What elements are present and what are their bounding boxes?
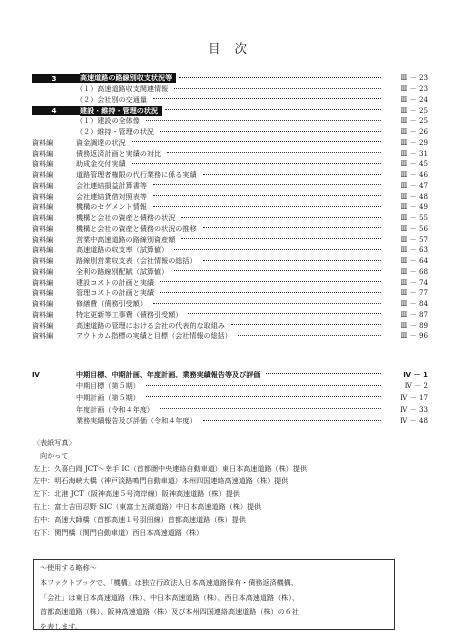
toc-page-ref: Ⅲ － 24 — [400, 94, 428, 104]
toc-row[interactable] — [32, 404, 428, 416]
note-line: 首都高速道路（株）、阪神高速道路（株）及び本州四国連絡高速道路（株）の６社 — [40, 607, 299, 617]
leader-dots — [174, 270, 381, 271]
photos-sub: 向かって — [40, 450, 69, 460]
toc-lead: 資料編 — [32, 234, 54, 244]
toc-page-ref: Ⅲ － 26 — [400, 127, 428, 137]
toc-label: 会社連結損益計算書等 — [76, 180, 147, 190]
photo-credit-line: 左中：明石海峡大橋（神戸淡路鳴門自動車道）本州四国連絡高速道路（株）提供 — [33, 476, 289, 486]
toc-label: 道路管理者権限の代行業務に係る実績 — [76, 170, 197, 180]
toc-row[interactable] — [32, 170, 428, 181]
leader-dots — [153, 195, 381, 196]
photo-credit-line: 左下：北港 JCT（阪神高速５号湾岸線）阪神高速道路（株）提供 — [33, 489, 240, 499]
toc-lead: 資料編 — [32, 137, 54, 147]
toc-lead: 資料編 — [32, 191, 54, 201]
toc-row[interactable] — [32, 224, 428, 235]
leader-dots — [203, 260, 381, 261]
toc-label: 修繕費（債務引受額） — [76, 299, 147, 309]
photo-credit-line: 右下：関門橋（関門自動車道）西日本高速道路（株） — [33, 527, 204, 537]
leader-dots — [160, 281, 381, 282]
leader-dots — [146, 385, 381, 386]
toc-page-ref: Ⅲ － 23 — [400, 73, 428, 83]
toc-lead: 資料編 — [32, 170, 54, 180]
toc-row[interactable] — [32, 181, 428, 192]
toc-row[interactable] — [32, 288, 428, 299]
toc-label: 特定更新等工事費（債務引受額） — [76, 309, 183, 319]
leader-dots — [146, 396, 381, 397]
toc-page-ref: Ⅲ － 49 — [400, 202, 428, 212]
note-line: 「会社」は東日本高速道路（株）、中日本高速道路（株）、西日本高速道路（株）、 — [40, 592, 299, 602]
toc-label: （１）建設の全体像 — [76, 116, 140, 126]
toc-section-4-header[interactable] — [32, 369, 428, 381]
toc-label: （１）高速道路収支関連情報 — [76, 84, 169, 94]
toc-row[interactable] — [32, 256, 428, 267]
leader-dots — [153, 98, 381, 99]
toc-lead: 資料編 — [32, 245, 54, 255]
toc-lead: 資料編 — [32, 223, 54, 233]
toc-page-ref: Ⅳ － 17 — [400, 392, 428, 402]
toc-lead: 資料編 — [32, 266, 54, 276]
toc-lead: 資料編 — [32, 256, 54, 266]
toc-page-ref: Ⅲ － 77 — [400, 288, 428, 298]
toc-row[interactable] — [32, 234, 428, 245]
toc-row[interactable] — [32, 159, 428, 170]
toc-label: 中期目標、中期計画、年度計画、業務実績報告等及び評価 — [76, 369, 261, 379]
leader-dots — [160, 408, 381, 409]
toc-label: 機構のセグメント情報 — [76, 202, 147, 212]
toc-row[interactable] — [32, 245, 428, 256]
leader-dots — [153, 303, 381, 304]
toc-label: 建設コストの計画と実績 — [76, 277, 155, 287]
leader-dots — [266, 373, 381, 374]
toc-label: 高速道路の路線別収支状況等 — [80, 73, 176, 83]
toc-label: 路線別営業収支表（会社情報の総括） — [76, 256, 197, 266]
leader-dots — [203, 420, 381, 421]
toc-label: 全利の路線別配賦（試算値） — [76, 266, 169, 276]
toc-row[interactable] — [32, 267, 428, 278]
toc-page-ref: Ⅲ － 23 — [400, 84, 428, 94]
leader-dots — [153, 206, 381, 207]
toc-page-ref: Ⅲ － 68 — [400, 266, 428, 276]
leader-dots — [203, 174, 381, 175]
page-title: 目次 — [207, 41, 261, 56]
toc-row[interactable] — [32, 95, 428, 106]
toc-row[interactable] — [32, 320, 428, 331]
toc-page-ref: Ⅲ － 25 — [400, 116, 428, 126]
leader-dots — [188, 313, 381, 314]
leader-dots — [181, 238, 381, 239]
toc-label: （２）会社別の交通量 — [76, 94, 147, 104]
toc-label: 助成金交付実績 — [76, 159, 126, 169]
toc-page-ref: Ⅲ － 47 — [400, 180, 428, 190]
toc-page-ref: Ⅲ － 31 — [400, 148, 428, 158]
toc-row[interactable] — [32, 191, 428, 202]
toc-row[interactable] — [32, 381, 428, 393]
toc-page-ref: Ⅲ － 87 — [400, 309, 428, 319]
toc-row[interactable] — [32, 73, 428, 84]
toc-page-ref: Ⅲ － 46 — [400, 170, 428, 180]
toc-lead: 資料編 — [32, 159, 54, 169]
toc-page-ref: Ⅲ － 89 — [400, 320, 428, 330]
toc-row[interactable] — [32, 331, 428, 342]
leader-dots — [167, 152, 381, 153]
toc-row[interactable] — [32, 138, 428, 149]
toc-label: アウトカム指標の実績と目標（会社情報の総括） — [76, 331, 232, 341]
toc-label: 中期計画（第５期） — [76, 392, 140, 402]
toc-label: 高速道路の管理における会社の代表的な取組み — [76, 320, 225, 330]
photo-credit-line: 左上：久喜白岡 JCT～幸手 IC（首都圏中央連絡自動車道）東日本高速道路（株）提供 — [33, 463, 308, 473]
toc-page-ref: Ⅲ － 74 — [400, 277, 428, 287]
note-line: 本ファクトブックで、「機構」は独立行政法人日本高速道路保有・債務返済機構、 — [40, 577, 298, 587]
note-title: ～使用する略称～ — [40, 563, 97, 572]
note-line: を表します。 — [40, 622, 82, 632]
toc-lead: 資料編 — [32, 320, 54, 330]
toc-page-ref: Ⅳ － 48 — [400, 416, 428, 426]
toc-row[interactable] — [32, 415, 428, 427]
toc-label: 業務実績報告及び評価（令和４年度） — [76, 416, 197, 426]
toc-label: 建設・維持・管理の状況 — [80, 106, 162, 116]
toc-row[interactable] — [32, 213, 428, 224]
toc-row[interactable] — [32, 310, 428, 321]
toc-label: 機構と会社の資産と債務の状況の推移 — [76, 223, 197, 233]
photo-credit-line: 右中：高速大師橋（首都高速１号羽田線）首都高速道路（株）提供 — [33, 514, 246, 524]
toc-page-ref: Ⅳ － 33 — [400, 404, 428, 414]
toc-label: 資金調達の状況 — [76, 137, 126, 147]
toc-label: 管理コストの計画と実績 — [76, 288, 155, 298]
leader-dots — [132, 163, 381, 164]
toc-page-ref: Ⅲ － 29 — [400, 137, 428, 147]
leader-dots — [146, 120, 381, 121]
leader-dots — [238, 335, 381, 336]
cover-photo-credits — [33, 438, 433, 540]
toc-lead: 資料編 — [32, 202, 54, 212]
toc-row[interactable] — [32, 299, 428, 310]
photo-credit-line: 右上：富士吉田忍野 SIC（東富士五湖道路）中日本高速道路（株）提供 — [33, 501, 262, 511]
leader-dots — [153, 184, 381, 185]
leader-dots — [174, 249, 381, 250]
leader-dots — [160, 131, 381, 132]
toc-lead: 資料編 — [32, 180, 54, 190]
toc-lead: 資料編 — [32, 213, 54, 223]
toc-page-ref: Ⅲ － 63 — [400, 245, 428, 255]
section-4-list — [32, 369, 428, 427]
leader-dots — [231, 324, 381, 325]
toc-page-ref: Ⅲ － 56 — [400, 223, 428, 233]
abbreviation-note — [33, 559, 395, 630]
toc-label: 営業中高速道路の路線別資産額 — [76, 234, 176, 244]
toc-row[interactable] — [32, 392, 428, 404]
toc-page-ref: Ⅲ － 25 — [400, 105, 428, 115]
toc-page-ref: Ⅳ － 1 — [403, 369, 428, 379]
toc-page-ref: Ⅲ － 48 — [400, 191, 428, 201]
toc-label: 会社連結貸借対照表等 — [76, 191, 147, 201]
toc-lead: 資料編 — [32, 331, 54, 341]
toc-page-ref: Ⅲ － 45 — [400, 159, 428, 169]
leader-dots — [203, 227, 381, 228]
toc-row[interactable] — [32, 277, 428, 288]
leader-dots — [181, 217, 381, 218]
leader-dots — [160, 292, 381, 293]
toc-lead: 4 — [32, 106, 80, 115]
toc-label: 機構と会社の資産と債務の状況 — [76, 213, 176, 223]
toc-row[interactable] — [32, 202, 428, 213]
toc-label: 高速道路の収支率（試算値） — [76, 245, 169, 255]
toc-lead: 資料編 — [32, 148, 54, 158]
toc-label: 債務返済計画と実績の対比 — [76, 148, 162, 158]
toc-row[interactable] — [32, 116, 428, 127]
toc-row[interactable] — [32, 148, 428, 159]
photos-heading: 〈表紙写真〉 — [33, 438, 76, 447]
toc-row[interactable] — [32, 127, 428, 138]
leader-dots — [132, 141, 381, 142]
toc-page-ref: Ⅲ － 55 — [400, 213, 428, 223]
toc-label: （２）維持・管理の状況 — [76, 127, 155, 137]
toc-lead: 資料編 — [32, 288, 54, 298]
toc-page-ref: Ⅲ － 57 — [400, 234, 428, 244]
toc-lead: 資料編 — [32, 309, 54, 319]
toc-label: 年度計画（令和４年度） — [76, 404, 155, 414]
leader-dots — [174, 88, 381, 89]
toc-list — [32, 73, 428, 342]
toc-label: 中期目標（第５期） — [76, 381, 140, 391]
toc-row[interactable] — [32, 105, 428, 116]
toc-row[interactable] — [32, 84, 428, 95]
toc-lead: 3 — [32, 74, 80, 83]
toc-lead: Ⅳ — [32, 370, 40, 380]
leader-dots — [179, 77, 381, 78]
toc-page-ref: Ⅲ － 96 — [400, 331, 428, 341]
toc-lead: 資料編 — [32, 299, 54, 309]
toc-page-ref: Ⅲ － 64 — [400, 256, 428, 266]
toc-page-ref: Ⅳ － 2 — [404, 381, 428, 391]
toc-page-ref: Ⅲ － 84 — [400, 299, 428, 309]
toc-lead: 資料編 — [32, 277, 54, 287]
leader-dots — [165, 109, 381, 110]
